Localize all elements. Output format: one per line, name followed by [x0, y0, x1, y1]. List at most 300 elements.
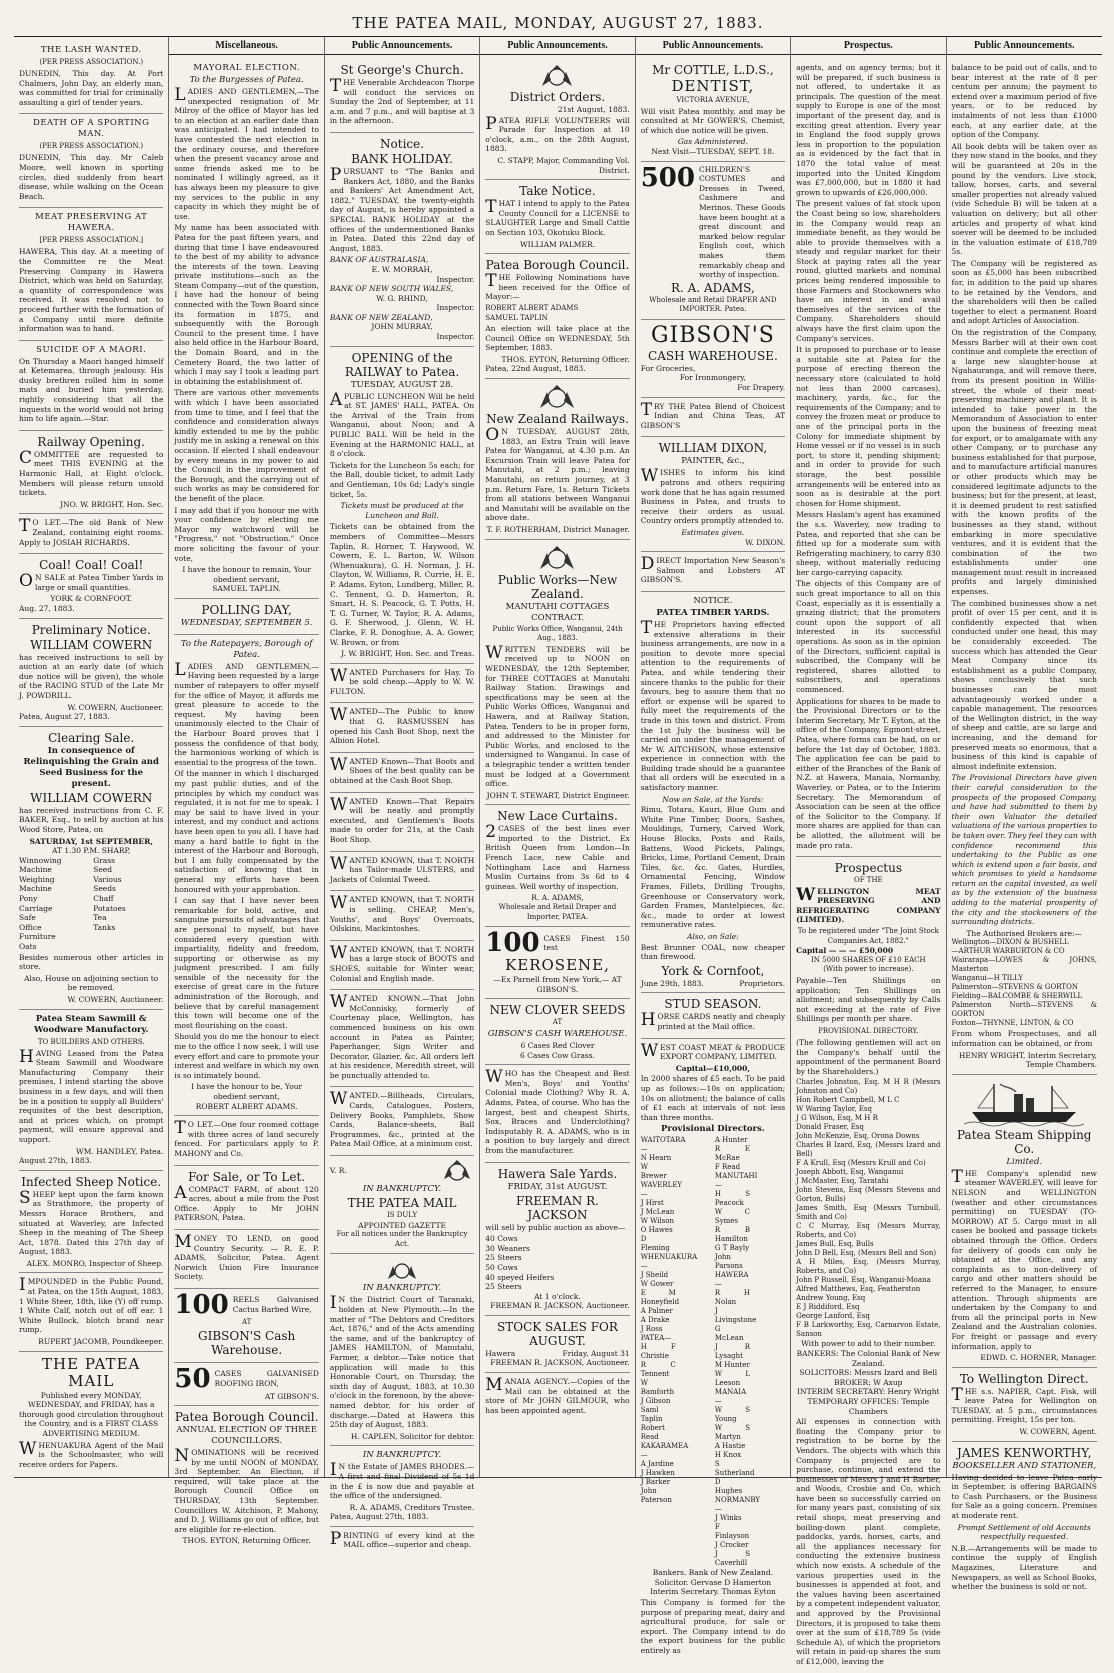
list-item: J Hirst: [640, 1199, 664, 1208]
list-item: C C Murray, Esq (Messrs Murray, Roberts, and Co): [796, 1222, 941, 1240]
ad-at: AT GIBSON'S.: [264, 1391, 319, 1401]
ad-signature: YORK & CORNFOOT.: [50, 594, 133, 604]
ad-body: TO LET.—The old Bank of New Zealand, containing eight rooms. Apply to JOSIAH RICHARDS.: [19, 516, 164, 547]
ad-power: (With power to increase).: [823, 965, 914, 974]
ad-printing: [330, 1527, 474, 1556]
article-body: It is proposed to purchase or to lease a suitable site at Patea for the purpose of erecting thereon the necessary store (calculated to hold not less than 2000 carcases), machinery, yards, &c., for the requirements of the Company; and to convey the frozen meat or produce to one of the principal ports in the Colony for immediate shipment by Home vessel or if no vessel is in such port, to store it, pending shipment; and in order to provide for such storage, the best possible arrangements will be entered into as soon as is desirable at the port chosen for Home shipment.: [796, 345, 941, 508]
list-item: H F Christie: [640, 1343, 676, 1361]
column-grid: [14, 37, 1102, 1666]
list-item: F Finlayson: [714, 1523, 750, 1541]
ad-date: Patea, August 27, 1883.: [19, 712, 110, 722]
ad-steam-shipping: [952, 1075, 1097, 1368]
ad-directory-intro: (The following gentlemen will act on the Company's behalf until the appointment of the permanent Board by the Shareholders.): [796, 1038, 941, 1076]
ad-body: has received instructions from C. F. BAKER, Esq., to sell by auction at his Wood Store, Patea, on: [19, 805, 164, 834]
crest-row: [330, 1159, 474, 1183]
ad-solicitors: SOLICITORS: Messrs Izard and Bell: [799, 1368, 938, 1378]
list-item: MANUTAHI—: [714, 1172, 758, 1190]
ad-take-notice: [485, 180, 629, 254]
ad-agent: WHENUAKURA Agent of the Mail is the Schoolmaster, who will receive orders for Papers.: [19, 1438, 164, 1469]
ad-row: [641, 979, 785, 989]
list-item: W Wilson: [640, 1217, 674, 1226]
ad-line: For Drapery.: [737, 383, 786, 393]
ad-next-visit: Next Visit—TUESDAY, SEPT. 18.: [651, 146, 775, 156]
list-item: E M Honeyfield: [640, 1289, 680, 1307]
list-item: Charles Johnston, Esq. M H R (Messrs Johnston and Co): [796, 1078, 941, 1096]
bank-name: BANK OF NEW SOUTH WALES,: [329, 284, 454, 294]
ad-row: [640, 162, 786, 280]
sale-item: Potatoes: [93, 903, 126, 913]
list-item: John Parsons: [714, 1253, 743, 1271]
ad-also: Also, House on adjoining section to be removed.: [24, 973, 159, 993]
ad-hawera-sale: [485, 1163, 629, 1316]
ad-body: Published every MONDAY, WEDNESDAY, and FRIDAY, has a thorough good circulation throughout the Country, and is a FIRST CLASS ADVERTISING MEDIUM.: [19, 1390, 164, 1438]
column-5: [636, 37, 791, 1656]
ad-title: IN BANKRUPTCY.: [362, 1450, 442, 1461]
royal-crest-icon: [440, 1159, 474, 1183]
ad-body: Should you do me the honour to elect me to the office I now seek, I will use every effort and care to promote your interest and welfare in which my own is so intimately bound.: [174, 1032, 319, 1080]
ad-date: FRIDAY, 31st AUGUST.: [507, 1181, 608, 1192]
ad-broker: BROKER: W Axup: [834, 1377, 903, 1387]
ad-name: FREEMAN R. JACKSON: [515, 1193, 599, 1222]
ad-title: Prospectus: [834, 861, 903, 876]
ad-payable: Payable—Ten Shillings on application; Ten Shillings on allotment; and subsequently by Calls not exceeding at the rate of Five Shillings per month per share.: [796, 976, 941, 1024]
directors-list: [796, 1078, 940, 1339]
ad-stud-season: [641, 993, 785, 1038]
ad-body: WANTED KNOWN.—That John McConnisky, formerly of Courtenay place, Wellington, has commenced business on his own account in Patea as Painter, Paperhanger, Sign Writer and Decorator, Glazier, &c. All orders left at his residence, Meredith street, will be punctually attended to.: [329, 992, 475, 1080]
list-item: F B Larkworthy, Esq, Carnarvon Estate, Sanson: [796, 1321, 941, 1339]
ad-title: KEROSENE,: [505, 956, 610, 975]
list-item: J Gibson: [640, 1397, 671, 1406]
ad-clearing-sale: [19, 727, 163, 1010]
ad-signature: W. DIXON.: [745, 537, 786, 547]
ad-title: Preliminary Notice.: [31, 622, 151, 637]
list-item: F A Krull, Esq (Messrs Krull and Co): [796, 1159, 926, 1168]
ad-signature: FREEMAN R. JACKSON, Auctioneer.: [490, 1301, 630, 1311]
ad-body: will sell by public auction as above—: [485, 1222, 626, 1232]
ad-capital: Capital—£10,000,: [675, 1063, 750, 1073]
royal-crest-icon: [537, 64, 577, 88]
ad-date: TUESDAY, AUGUST 28.: [350, 379, 454, 390]
ad-wanted-3: [330, 753, 474, 793]
ad-vr: V. R.: [329, 1166, 347, 1176]
ad-sawmill: [19, 1010, 163, 1171]
ad-title: St George's Church.: [340, 63, 464, 77]
ad-body: WRITTEN TENDERS will be received up to NOON on WEDNESDAY, the 12th September, for THREE COTTAGES at Manutahi Railway Station. Drawings and specifications may be seen at the Public Works Offices, Wanganui and Hawera, and at Railway Station, Patea. Tenders to be in proper form, and addressed to the Minister for Public Works, and enclosed to the undersigned to Wanganui. In case of a telegraphic tender a written tender must be lodged at a Government office.: [485, 642, 630, 789]
column-heading: Public Announcements.: [947, 39, 1102, 55]
ad-close: I have the honour to remain, Your obedient servant,: [182, 565, 311, 584]
ad-mail: THE PATEA MAIL: [347, 1196, 457, 1211]
ad-company: WELLINGTON MEAT PRESERVING AND REFRIGERATING COMPANY (LIMITED).: [796, 884, 941, 925]
stock-item: 40 Cows: [485, 1234, 518, 1244]
list-item: O Hawes: [640, 1226, 673, 1235]
nominee: ROBERT ALBERT ADAMS: [485, 303, 579, 312]
bank-inspector: W. G. RHIND,: [376, 293, 428, 303]
stock-list: [485, 1234, 629, 1292]
ad-subtitle: APPOINTED GAZETTE: [358, 1220, 446, 1230]
article-body: The Company will be registered as soon as £5,000 has been subscribed for, in addition to the paid up shares to be retained by the Vendors, and the shareholders will then be called together to elect a permanent Board and adopt Articles of Association.: [951, 258, 1097, 326]
ad-with: With power to add to their number.: [801, 1339, 936, 1349]
list-item: J S Caverhill: [714, 1550, 750, 1568]
ad-timber-yards: [641, 592, 785, 993]
ad-of: OF THE: [853, 876, 883, 885]
ad-subtitle: In consequence of Relinquishing the Grain and Seed Business for the present.: [23, 745, 159, 789]
sale-item: Winnowing Machine: [19, 855, 62, 875]
ad-date: 21st August, 1883.: [557, 105, 630, 114]
ad-role: BOOKSELLER AND STATIONER,: [952, 1460, 1097, 1471]
directors-right: [715, 1136, 785, 1568]
ad-railway-opening: [19, 431, 163, 515]
list-item: R H Nolan: [714, 1289, 750, 1307]
ad-name: JAMES KENWORTHY,: [957, 1445, 1092, 1460]
article-title: MEAT PRESERVING AT HAWERA.: [35, 212, 148, 234]
ad-signature: R. A. ADAMS,: [670, 280, 755, 295]
ad-subtitle: TO BUILDERS AND OTHERS.: [37, 1037, 145, 1046]
article-note: The Provisional Directors have given their careful consideration to the prospects of the proposed Company, and have had submitted to them by their own Valuator the detailed valuations of the various properties to be taken over. They feel they can with confidence recommend this undertaking to the Public as one which is extend upon a fair basis, and which promises to yield a handsome return on the capital invested, as well as by the extension of the business adding to the material prosperity of the city and the stockowners of the surrounding districts.: [951, 773, 1097, 927]
article-body: From whom Prospectuses, and all information can be obtained, or from: [951, 1029, 1097, 1049]
ad-body: THE Venerable Archdeacon Thorpe will conduct the services on Sunday the 2nd of September, at 11 a.m. and 7 p.m., and will baptise at 3 in the afternoon.: [329, 76, 475, 126]
ad-secretary: Interim Secretary. Thomas Eyton: [649, 1587, 776, 1597]
ad-office: Public Works Office, Wanganui, 24th Aug., 1883.: [492, 624, 623, 643]
ad-costumes: [641, 162, 785, 320]
ad-title: To Wellington Direct.: [959, 1371, 1089, 1386]
ad-body: PATEA RIFLE VOLUNTEERS will Parade for Inspection at 10 o'clock, a.m., on the 28th August, 1883.: [485, 113, 630, 154]
ad-body: THE Company's splendid new steamer WAVERLEY, will leave for NELSON and WELLINGTON (weather and other circumstances permitting) on TUESDAY (TO-MORROW) AT 5. Cargo must in all cases be booked and passage tickets obtained through the Office. Orders for delivery of goods can only be obtained at the Office, and any complaints as to non-delivery of cargo and other matters should be referred to the Manager, to ensure attention. Through shipments are undertaken by the Company to and from all the principal ports in New Zealand and the Australian colonies. For freight or passage and every information, apply to: [951, 1166, 1097, 1351]
article-body: DUNEDIN, This day. Mr Caleb Moore, well known in sporting circles, died suddenly from heart disease, while walking on the Ocean Beach.: [19, 153, 164, 201]
ad-body: TO LET.—One four roomed cottage with three acres of land securely fenced. For particulars apply to P. MAHONY and Co.: [174, 1118, 319, 1158]
article-signature: HENRY WRIGHT, Interim Secretary, Temple Chambers.: [958, 1050, 1097, 1070]
stock-item: 25 Steers: [485, 1282, 522, 1292]
ad-polling-day: [174, 599, 318, 635]
list-item: J Ross: [640, 1325, 663, 1334]
ad-subtitle: CASH WAREHOUSE.: [648, 348, 778, 363]
list-item: James Smith, Esq (Messrs Turnbull, Smith and Co): [796, 1204, 941, 1222]
sale-item: Pony Carriage: [19, 894, 53, 913]
list-item: Wanganui—H TILLY: [951, 974, 1023, 983]
sale-items-right: [93, 856, 163, 952]
ad-title: GIBSON'S: [650, 322, 775, 348]
article-meat: [19, 208, 163, 340]
ad-body: THE Proprietors having effected extensive alterations in their business arrangements, are now in a position to devote more special attention to the requirements of Patea, and while tendering their sincere thanks to the public for their favours, beg to assure them that no effort or expense will be spared to fully meet the requirements of the trade in this town and district. From the 1st July the business will be carried on under the management of Mr W. AITCHISON, whose extensive experience in connection with the Building trade should be a guarantee that all orders will be executed in a satisfactory manner.: [640, 617, 786, 793]
ad-proprietors: York & Cornfoot,: [661, 963, 765, 978]
ad-body: ON TUESDAY, AUGUST 28th, 1883, an Extra Train will leave Patea for Wanganui, at 4.30 p.m. An Excursion Train will leave Patea for Manutahi, at 2 p.m.; leaving Manutahi, on return journey, at 3 p.m. Return Fare, 1s. Return Tickets from all stations between Wanganui and Manutahi will be available on the above date.: [485, 425, 630, 523]
article-body: Messrs Haslam's agent has examined the s.s. Waverley, now trading to Patea, and reported that she can be fitted up for a moderate sum with Refrigerating machinery, to carry 830 sheep, without materially reducing her cargo-carrying capacity.: [796, 510, 941, 577]
ad-body: APUBLIC LUNCHEON Will be held at ST. JAMES' HALL, PATEA. On the Arrival of the Train from Wanganui, about Noon; and A PUBLIC BALL Will be held in the Evening at the HARMONIC HALL, at 8 o'clock.: [329, 389, 475, 459]
list-item: John D Bell, Esq, (Messrs Bell and Son): [796, 1249, 937, 1258]
ad-body: In 2000 shares of £5 each. To be paid up as follows:—10s on application; 10s on allotment; the balance of calls of £1 each at intervals of not less than three months.: [640, 1074, 786, 1122]
list-item: A Hastie: [714, 1442, 746, 1451]
ad-coal: [19, 554, 163, 618]
ad-coal: Best Brunner COAL, now cheaper than firewood.: [640, 942, 786, 962]
ad-borough-council: [485, 254, 629, 379]
list-item: J Hawken: [640, 1469, 675, 1478]
list-item: Hon Robert Campbell, M L C: [796, 1096, 900, 1105]
list-item: Wellington—DIXON & BUSHELL: [951, 938, 1069, 947]
list-item: W Brewer: [640, 1163, 667, 1181]
list-item: Donald Fraser, Esq: [796, 1123, 864, 1132]
ad-body: WANTED Purchasers for Hay. To be sold cheap.—Apply to W. W. FULTON.: [329, 665, 475, 696]
ad-body: WANTED.—Billheads, Circulars, Cards, Catalogues, Posters, Delivery Books, Pamphlets, Show Cards, Balance-sheets, Ball Programmes, &c., printed at the Patea Mail Office, at a minimum cost.: [329, 1089, 475, 1149]
column-heading: Miscellaneous.: [169, 39, 323, 55]
bank-inspector: E. W. MORRAH,: [371, 264, 433, 274]
stock-item: 40 speyed Heifers: [485, 1272, 555, 1282]
ad-when: SATURDAY, 1st SEPTEMBER,: [29, 836, 153, 846]
ad-directory-title: PROVISIONAL DIRECTORY.: [818, 1027, 919, 1035]
ad-title: OPENING of the RAILWAY to Patea.: [344, 350, 460, 379]
ad-impounded: [19, 1273, 163, 1351]
article-body: On Thursday a Maori hanged himself at Ketemarea, through jealousy. His dusky brethren rolled him in some mats and buried him yesterday, rightly considering that all the inquests in the world would not bring him to life again.—Star.: [19, 356, 164, 424]
article-prospectus-continued: [952, 59, 1097, 1075]
ad-date: Patea, August 27th, 1883.: [329, 1512, 429, 1522]
ad-gazette: [330, 1156, 474, 1254]
list-item: Foxton—THYNNE, LINTON, & CO: [951, 1019, 1074, 1028]
ad-title: WEST COAST MEAT & PRODUCE EXPORT COMPANY, LIMITED.: [640, 1040, 786, 1062]
list-item: WHENUAKURA—: [640, 1253, 698, 1271]
article-body: On the registration of the Company, Messrs Barber will at their own cost continue and complete the erection of a large new slaughter-house at Ngahauranga, and will remove there, from its present position in Willis-street, the whole of their meat-preserving machinery and plant. It is intended to take power in the Memorandum of Association to enter upon the business of freezing meat for export, or to amalgamate with any other Company, or to purchase any business established for that purpose, and to manufacture artificial manures or other products which may be considered legitimate adjuncts to the business; but for the present, at least, it is deemed prudent to rest satisfied with the known profits of the businesses as they stand, without embarking in more speculative ventures, and it is evident that the combination of the two establishments under one management must result in increased profits and largely diminished expenses.: [951, 328, 1097, 597]
article-body: agents, and on agency terms; but it will be prepared, if such business is not offered, to undertake it as principals. The question of the meat supply to Europe is one of the most important of the present day, and is exciting great attention. Every year in England the food supply grows less in proportion to the population as is evidenced by the fact that in 1870 the total value of meat imported into the United Kingdom was £7,000,000, but in 1880 it had grown to upwards of £26,000,000.: [796, 63, 941, 197]
list-item: WAITOTARA—: [640, 1136, 686, 1154]
ad-manaia-agency: [485, 1373, 629, 1421]
ad-body: WISHES to inform his kind patrons and others requiring work done that he has again resumed Business in Patea, and trusts to receive their orders as usual. Country orders promptly attended to.: [640, 466, 786, 526]
ad-title: Railway Opening.: [37, 434, 145, 449]
list-item: PATEA—: [640, 1334, 672, 1343]
list-item: —ARTHUR WARBURTON & CO: [951, 947, 1065, 956]
list-item: Fielding—BALCOMBE & SHERWILL: [951, 992, 1083, 1001]
article-body: Applications for shares to be made to the Provisional Directors or to the Interim Secretary, Mr T. Eyton, at the office of the Company, Egmont-street, Patea, where forms can be had, on or before the 1st day of October, 1883. The application fee can be paid to either of the Branches of the Bank of N.Z. at Hawera, Manaia, Normanby, Waverley, or Patea, or to the Interim Secretary. The Memorandum of Association can be seen at the office of the Solicitor to the Company. If more shares are applied for than can be allotted, the allotment will be made pro rata.: [796, 696, 941, 850]
ad-yards: Now on Sale, at the Yards:: [662, 794, 764, 804]
list-item: George Lanford, Esq: [796, 1312, 870, 1321]
sale-item: Weighing Machine: [19, 874, 55, 894]
ad-signature: T. F. ROTHERHAM, District Manager.: [486, 525, 630, 534]
ad-subtitle: —Ex Parnell from New York,— AT GIBSON'S.: [493, 975, 622, 994]
ad-title: Patea Borough Council.: [174, 1410, 319, 1425]
ad-wanted-9: [330, 1087, 474, 1156]
ad-preliminary: [19, 619, 163, 727]
ad-dentist: [641, 59, 785, 162]
ad-title: Clearing Sale.: [48, 730, 135, 745]
article-source: (PER PRESS ASSOCIATION.): [39, 142, 144, 151]
bank-name: BANK OF NEW ZEALAND,: [329, 312, 433, 322]
list-item: J G Wilson, Esq, M H R: [796, 1114, 878, 1123]
nominee: SAMUEL TAPLIN: [485, 313, 548, 322]
ad-tea: [641, 398, 785, 438]
article-source: (PER PRESS ASSOCIATION.): [39, 58, 144, 66]
article-body: balance to be paid out of calls, and to bear interest at the rate of 8 per centum per annum; the payment to extend over a maximum period of five years, or to be reduced by instalments of not less than £1000 each, at any earlier date, at the option of the Company.: [951, 63, 1097, 140]
ad-body: CASES GALVANISED ROOFING IRON,: [214, 1368, 319, 1388]
article-body: The objects of this Company are of such great importance to all on this Coast, especially as it is essentially a grazing district; that the promoters count upon the support of all interested in its successful operations. As soon as in the opinion of the Directors, sufficient capital is subscribed, the Company will be registered, shares allotted to subscribers, and operations commenced.: [796, 579, 941, 694]
ad-roofing: [174, 1363, 318, 1407]
ad-signature: SAMUEL TAPLIN.: [212, 584, 282, 594]
ad-body: WANTED Known—That Boots and Shoes of the best quality can be obtained at the Cash Boot Shop.: [329, 754, 475, 786]
column-2: [169, 37, 324, 1546]
list-item: W S Young: [714, 1406, 750, 1424]
list-item: W Waring Taylor, Esq: [796, 1105, 873, 1114]
ad-body: THAT I intend to apply to the Patea County Council for a LICENSE to SLAUGHTER Large and Small Cattle on Section 103, Okotuku Block.: [485, 197, 630, 237]
ad-subtitle: ANNUAL ELECTION OF THREE COUNCILLORS.: [176, 1425, 317, 1447]
list-item: Andrew Young, Esq: [796, 1294, 866, 1303]
ad-row: [485, 928, 630, 959]
ad-secretary: INTERIM SECRETARY: Henry Wright: [797, 1387, 940, 1397]
ad-signature: R. A. ADAMS,: [531, 893, 584, 903]
ad-body: LADIES AND GENTLEMEN,—Having been requested by a large number of ratepayers to offer myself for the office of Mayor, it affords me great pleasure to accede to the request. My having been unanimously elected to the Chair of the Harbour Board proves that I possess the confidence of that body, the harmonious working of which is essential to the progress of the town.: [174, 659, 319, 767]
column-1: [14, 37, 169, 1477]
list-item: W C Symes: [714, 1208, 750, 1226]
ad-title: IN BANKRUPTCY.: [362, 1184, 442, 1195]
column-heading: Public Announcements.: [325, 39, 479, 55]
list-item: H Knox: [714, 1451, 742, 1460]
ad-registration: To be registered under "The Joint Stock Companies Act, 1882.": [797, 927, 939, 945]
ad-subtitle: Wholesale and Retail Draper and Importer, PATEA.: [498, 903, 617, 921]
ad-more: Besides numerous other articles in store.: [19, 952, 164, 972]
directors-left: [641, 1136, 711, 1568]
list-item: Robert Read: [640, 1424, 665, 1442]
ad-item: 6 Cases Red Clover: [520, 1041, 595, 1050]
ad-title: District Orders.: [509, 90, 606, 104]
ad-row: [485, 1349, 629, 1359]
ad-body: REELS Galvanised Cactus Barbed Wire,: [232, 1295, 319, 1314]
list-item: MANAIA—: [714, 1388, 747, 1406]
article-body: DUNEDIN, This day. At Port Chalmers, John Day, an elderly man, was committed for trial for criminally assaulting a girl of tender years.: [19, 69, 164, 107]
ad-address: VICTORIA AVENUE,: [676, 96, 750, 104]
ad-at: AT: [241, 1317, 252, 1326]
ad-ratepayers: [174, 635, 318, 1116]
ad-store: GIBSON'S CASH WAREHOUSE.: [487, 1029, 628, 1039]
royal-crest-icon: [535, 545, 579, 571]
list-item: John Paterson: [640, 1487, 672, 1505]
ad-money: [174, 1230, 318, 1289]
list-item: J Sheild: [640, 1271, 669, 1280]
list-item: W Gower: [640, 1280, 674, 1289]
ad-title: Take Notice.: [519, 184, 596, 199]
directors-list: [641, 1136, 785, 1568]
ad-body: HORSE CARDS neatly and cheaply printed at the Mail office.: [640, 1010, 786, 1031]
sale-item: Grass Seed: [93, 855, 115, 875]
ad-signature: H. CAPLEN, Solicitor for debtor.: [350, 1431, 475, 1441]
ad-store: GIBSON'S Cash Warehouse.: [198, 1328, 296, 1357]
ad-wellington-direct: [952, 1368, 1097, 1442]
ad-body: WHO has the Cheapest and Best Men's, Boys' and Youths' Colonial made Clothing? Why R. A. Adams, Patea, of course. Who has the largest, best and cheapest Shirts, Sox, Braces and Underclothing? Indisputably R. A. ADAMS, who is in a position to buy largely and direct from the manufacturer.: [485, 1067, 630, 1155]
ad-gas: Gas Administered.: [677, 137, 748, 147]
ad-directors-title: Provisional Directors.: [661, 1124, 765, 1135]
sale-item: Office Furniture: [19, 922, 56, 942]
column-heading: Prospectus.: [791, 39, 945, 55]
ad-salmon: [641, 552, 785, 592]
list-item: James Bull, Esq, Bulls: [796, 1240, 874, 1249]
list-item: D Hughes: [714, 1478, 743, 1496]
ad-bankers: Bankers. Bank of New Zealand.: [652, 1568, 774, 1578]
list-item: A Jardine: [640, 1460, 674, 1469]
stock-item: 50 Cows: [485, 1262, 518, 1272]
ad-body: WANTED—The Public to know that G. RASMUSSEN has opened his Cash Boot Shop, next the Albion Hotel.: [329, 705, 475, 746]
ad-body: MANAIA AGENCY.—Copies of the Mail can be obtained at the store of Mr JOHN GILMOUR, who has been appointed agent.: [485, 1375, 630, 1415]
ad-offices: TEMPORARY OFFICES: Temple Chambers: [807, 1396, 930, 1416]
ad-subtitle: BANK HOLIDAY.: [351, 151, 453, 166]
ad-body: COMMITTEE are requested to meet THIS EVENING at the Harmonic Hall, at Eight o'clock. Members will please return unsold tickets.: [19, 447, 164, 498]
ad-church: [330, 59, 474, 133]
ad-body: My name has been associated with Patea for the past fifteen years, and during that time I have endeavoured to the best of my ability to advance the interests of the town. Leaving private institutions—such as the Steam Company—out of the question, I have had the honour of being connected with the Town Board since its formation in 1875, and subsequently with the Borough Council to the present time. I have also held office in the Harbour Board, the Domain Board, and in the Cemetery Board, the two latter of which I may say I took a leading part in obtaining the establishment of.: [174, 223, 319, 386]
ad-body: THE s.s. NAPIER, Capt. Fisk, will leave Patea for Wellington on TUESDAY, at 5 p.m., circumstances permitting. Freight, 15s per ton.: [951, 1384, 1097, 1425]
article-title: THE LASH WANTED.: [40, 45, 142, 55]
ad-body: THE Following Nominations have been received for the Office of Mayor:—: [485, 271, 630, 302]
ad-body: IMPOUNDED in the Public Pound, at Patea, on the 15th August, 1883, 1 White Steer, 18th, like (Y) off rump. 1 White Calf, notch out of off ear. 1 White Bullock, blotch brand near rump.: [19, 1275, 164, 1335]
ad-signature: WILLIAM PALMER.: [519, 239, 595, 249]
ad-date: Aug. 27, 1883.: [19, 603, 75, 613]
list-item: R E McRae: [714, 1145, 750, 1163]
ad-title: Patea Steam Sawmill & Woodware Manufactory.: [34, 1013, 149, 1035]
ad-body: LADIES AND GENTLEMEN,—The unexpected resignation of Mr Milroy of the office of Mayor has led to an election at an earlier date than was anticipated. I had intended to have contested the next election in the ordinary course, and therefore when the present vacancy arose and some friends asked me to be nominated I willingly agreed, as it has always been my pleasure to give my services to the public in any capacity in which they might be of use.: [174, 85, 319, 221]
ad-district-orders: [485, 59, 629, 180]
list-item: W L Leeson: [714, 1370, 750, 1388]
ad-at: AT: [552, 1018, 563, 1027]
ad-line: For Ironmongery,: [679, 373, 746, 383]
ad-body: ACOMPACT FARM, of about 120 acres, about a mile from the Post Office. Apply to Mr JOHN PATERSON, Patea.: [174, 1182, 319, 1223]
ad-body: IN the District Court of Taranaki, holden at New Plymouth.—In the matter of "The Debtors and Creditors Act, 1876," and of the Acts amending the same, and of the bankruptcy of JAMES HAMILTON, of Manutahi, Farmer, a debtor.—Take notice that application will made to this Honorable Court, on Thursday, the sixth day of August, 1883, at 10.30 o'clock in the forenoon, by the above-named debtor, for his order of discharge.—Dated at Hawera this 25th day of August, 1883.: [329, 1293, 475, 1430]
ad-bankers: BANKERS: The Colonial Bank of New Zealand.: [796, 1348, 941, 1368]
ad-body: TRY THE Patea Blend of Choicest Indian and China Teas, AT GIBSON'S: [640, 399, 786, 430]
ad-body: Tickets for the Luncheon 5s each; for the Ball, double ticket, to admit Lady and Gentleman, 10s 6d; Lady's single ticket, 5s.: [329, 460, 475, 499]
ad-body: Of the manner in which I discharged my past public duties, and of the principles by which my conduct was regulated, it is not for me to speak. I may be said to have lived in your interest, and my conduct and actions have been open to you all. I have had many a hard battle to fight in the interest of the Harbour and Borough, but I am fully compensated by the satisfaction of knowing that in general my efforts have been honoured with your approbation.: [174, 769, 319, 894]
column-6: [791, 37, 946, 1666]
ad-close: I have the honour to be, Your obedient servant,: [191, 1082, 303, 1101]
ad-place: Hawera: [485, 1348, 516, 1358]
ad-title: NOTICE.: [693, 595, 733, 606]
steamship-icon: [964, 1080, 1084, 1126]
brokers-title: The Authorised Brokers are:—: [966, 928, 1083, 938]
ad-title: For Sale, or To Let.: [188, 1169, 306, 1184]
ad-wanted-4: [330, 793, 474, 852]
bank-name: BANK OF AUSTRALASIA,: [329, 255, 429, 265]
list-item: Alfred Matthews, Esq, Featherston: [796, 1285, 921, 1294]
list-item: F Read: [714, 1163, 741, 1172]
ad-body: WANTED KNOWN, that T. NORTH has Tailor-made ULSTERS, and Jackets of Colonial Tweed.: [329, 853, 475, 884]
ad-date: Friday, August 31: [562, 1348, 630, 1358]
ad-body: HAVING Leased from the Patea Steam Sawmill and Woodware Manufacturing Company their premises, I intend starting the above business in a few days, and will then be in a position to supply all Builders' requisites of the best description, and at prices which, on prompt payment, will ensure approval and support.: [19, 1046, 164, 1144]
article-body: The combined businesses show a net profit of over 15 per cent, and it is confidently expected that when conducted under one head, this may be considerably exceeded. The success which has attended the Gear Meat Company since its establishment as a public Company, shows conclusively that such businesses can be most advantageously worked under a capable management. The resources of the Wellington district, in the way of sheep and cattle, are so large and increasing, and the demand for preserved meats so enormous, that a business of this kind is capable of almost indefinite extension.: [951, 598, 1097, 771]
article-prospectus-continued: [796, 59, 940, 857]
bank-inspector: JOHN MURRAY,: [371, 322, 433, 332]
ad-title: DENTIST,: [671, 77, 755, 95]
ad-body: Will visit Patea monthly, and may be consulted at Mr GOWER'S, Chemist, of which due notice will be given.: [640, 106, 786, 135]
ad-number: 50: [174, 1363, 211, 1394]
ad-body: PRINTING of every kind at the MAIL office—superior and cheap.: [329, 1528, 475, 1550]
ad-body: CASES Finest 150 test: [543, 933, 630, 953]
sale-item: Chaff: [93, 894, 114, 904]
ad-title: MAYORAL ELECTION.: [193, 63, 300, 73]
ad-body: SHEEP kept upon the farm known as Strathmore, the property of Messrs Horace Brothers, and situated at Waverley, are Infected Sheep in the meaning of The Sheep Act, 1878. Dated this 27th day of August, 1883.: [19, 1187, 164, 1257]
ad-signature: W. COWERN, Auctioneer.: [67, 995, 164, 1004]
article-body: All book debts will be taken over as they now stand in the books, and they will be guaranteed at 20s in the pound by the vendors. Live stock, tallow, horses, carts, and several smaller properties not already valued (vide Schedule B) will be taken at a valuation on delivery; but all other articles and property of what kind soever will be deemed to be included in the valuation estimate of £18,789 5s.: [951, 141, 1097, 257]
column-3: [325, 37, 480, 1550]
ad-role: PAINTER, &c.,: [681, 456, 745, 467]
ad-clothing: [485, 1065, 629, 1162]
list-item: J Winks: [714, 1514, 742, 1523]
list-item: A Hunter: [714, 1136, 748, 1145]
list-item: Wairarapa—LOWES & JOHNS, Masterton: [951, 956, 1097, 974]
ad-title: POLLING DAY,: [201, 602, 292, 617]
article-body: The present values of fat stock upon the Coast being so low, shareholders in the Company would reap an immediate benefit, as they would be able to provide themselves with a steady and regular market for their Stock at paying rates all the year round, glutted markets and nominal prices being rendered impossible to those Farmers and Stockowners who have an interest in and avail themselves of the services of the Company. Shareholders should always have the first claim upon the Company's services.: [796, 199, 941, 343]
ad-for-sale: [174, 1166, 318, 1230]
column-4: [480, 37, 635, 1477]
ad-signature: C. STAPP, Major, Commanding Vol. District.: [497, 155, 630, 175]
masthead: THE PATEA MAIL, MONDAY, AUGUST 27, 1883.: [14, 8, 1102, 37]
ad-body: N.B.—Arrangements will be made to continue the supply of English Magazines, Literature and Newspapers, as well as School Books, whether the business is sold or not.: [951, 1543, 1097, 1592]
column-heading: Public Announcements.: [480, 39, 634, 55]
ad-title: Patea Borough Council.: [485, 258, 630, 273]
ad-name: Mr COTTLE, L.D.S.,: [652, 63, 774, 77]
list-item: G T Bayly: [714, 1244, 750, 1253]
list-item: Saml Taplin: [640, 1406, 663, 1424]
ad-name: WILLIAM DIXON,: [658, 441, 768, 456]
bank-role: Inspector.: [436, 332, 475, 342]
